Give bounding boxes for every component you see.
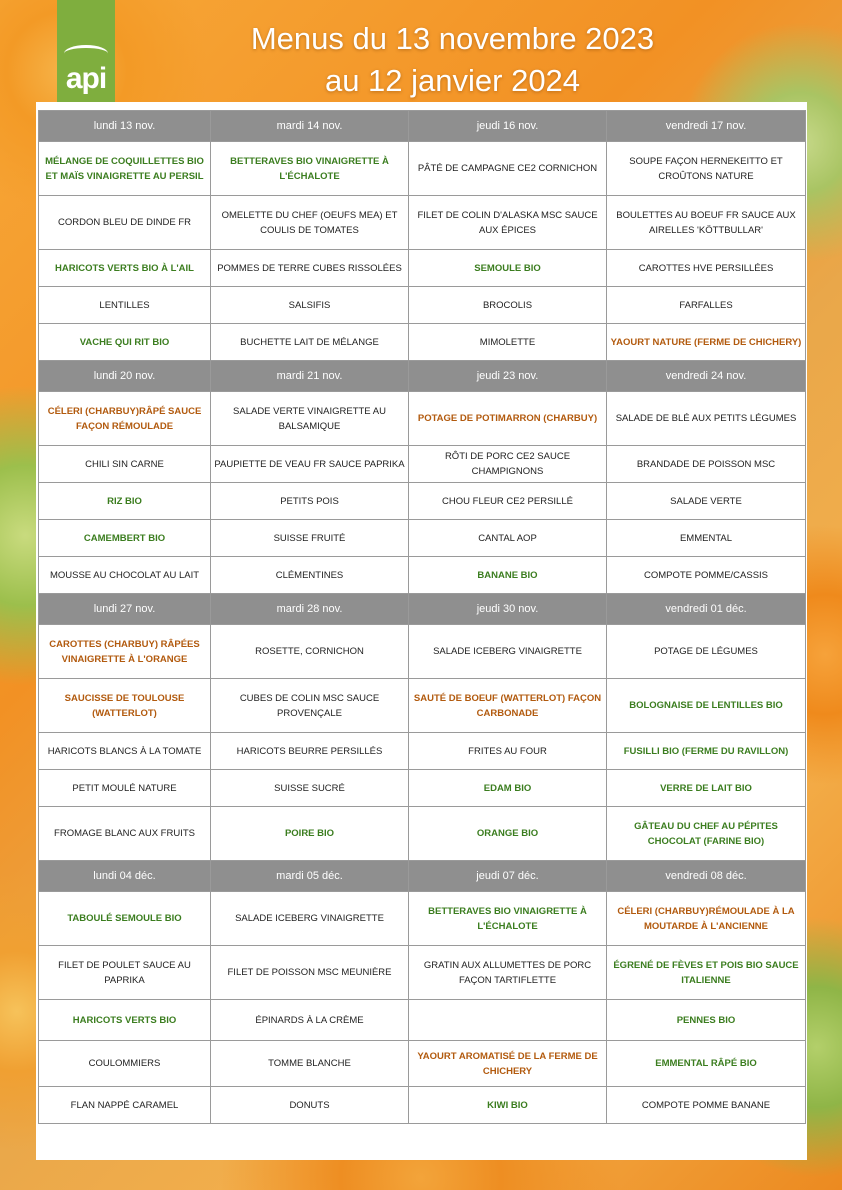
dish-cell: POTAGE DE LÉGUMES bbox=[607, 625, 806, 679]
dish-cell: CAROTTES (CHARBUY) RÂPÉES VINAIGRETTE À L'ORANGE bbox=[39, 625, 211, 679]
dish-cell: ÉPINARDS À LA CRÈME bbox=[211, 1000, 409, 1041]
menu-row bbox=[39, 287, 806, 324]
dish-cell: FILET DE POULET SAUCE AU PAPRIKA bbox=[39, 946, 211, 1000]
dish-cell: COMPOTE POMME/CASSIS bbox=[607, 557, 806, 594]
dish-cell: HARICOTS BEURRE PERSILLÉS bbox=[211, 733, 409, 770]
dish-cell: SAUTÉ DE BOEUF (WATTERLOT) FAÇON CARBONADE bbox=[409, 679, 607, 733]
menu-row bbox=[39, 250, 806, 287]
day-header: jeudi 23 nov. bbox=[409, 361, 607, 392]
menu-row bbox=[39, 625, 806, 679]
menu-row bbox=[39, 196, 806, 250]
dish-cell: FRITES AU FOUR bbox=[409, 733, 607, 770]
dish-cell: SALADE DE BLÉ AUX PETITS LÉGUMES bbox=[607, 392, 806, 446]
dish-cell: BETTERAVES BIO VINAIGRETTE À L'ÉCHALOTE bbox=[409, 892, 607, 946]
dish-cell: BROCOLIS bbox=[409, 287, 607, 324]
dish-cell: MIMOLETTE bbox=[409, 324, 607, 361]
dish-cell: CÉLERI (CHARBUY)RÉMOULADE À LA MOUTARDE À L'ANCIENNE bbox=[607, 892, 806, 946]
dish-cell: SOUPE FAÇON HERNEKEITTO ET CROÛTONS NATURE bbox=[607, 142, 806, 196]
dish-cell: ORANGE BIO bbox=[409, 807, 607, 861]
dish-cell: VERRE DE LAIT BIO bbox=[607, 770, 806, 807]
dish-cell: FARFALLES bbox=[607, 287, 806, 324]
dish-cell: ÉGRENÉ DE FÈVES ET POIS BIO SAUCE ITALIENNE bbox=[607, 946, 806, 1000]
week-header-row bbox=[39, 861, 806, 892]
dish-cell: FILET DE COLIN D'ALASKA MSC SAUCE AUX ÉPICES bbox=[409, 196, 607, 250]
day-header: jeudi 07 déc. bbox=[409, 861, 607, 892]
dish-cell: EMMENTAL RÂPÉ BIO bbox=[607, 1041, 806, 1087]
day-header: mardi 05 déc. bbox=[211, 861, 409, 892]
menu-row bbox=[39, 807, 806, 861]
dish-cell: SALADE ICEBERG VINAIGRETTE bbox=[211, 892, 409, 946]
dish-cell: EMMENTAL bbox=[607, 520, 806, 557]
dish-cell: POIRE BIO bbox=[211, 807, 409, 861]
dish-cell: HARICOTS VERTS BIO bbox=[39, 1000, 211, 1041]
api-logo bbox=[57, 0, 115, 108]
dish-cell: HARICOTS BLANCS À LA TOMATE bbox=[39, 733, 211, 770]
dish-cell: CAROTTES HVE PERSILLÉES bbox=[607, 250, 806, 287]
day-header: mardi 14 nov. bbox=[211, 111, 409, 142]
day-header: jeudi 30 nov. bbox=[409, 594, 607, 625]
dish-cell: CORDON BLEU DE DINDE FR bbox=[39, 196, 211, 250]
dish-cell: BUCHETTE LAIT DE MÉLANGE bbox=[211, 324, 409, 361]
dish-cell: TOMME BLANCHE bbox=[211, 1041, 409, 1087]
dish-cell: GÂTEAU DU CHEF AU PÉPITES CHOCOLAT (FARINE BIO) bbox=[607, 807, 806, 861]
dish-cell: HARICOTS VERTS BIO À L'AIL bbox=[39, 250, 211, 287]
dish-cell: FLAN NAPPÉ CARAMEL bbox=[39, 1087, 211, 1124]
day-header: mardi 21 nov. bbox=[211, 361, 409, 392]
dish-cell: FUSILLI BIO (FERME DU RAVILLON) bbox=[607, 733, 806, 770]
dish-cell: SALADE VERTE bbox=[607, 483, 806, 520]
dish-cell: GRATIN AUX ALLUMETTES DE PORC FAÇON TARTIFLETTE bbox=[409, 946, 607, 1000]
menu-row bbox=[39, 770, 806, 807]
menu-row bbox=[39, 733, 806, 770]
menu-row bbox=[39, 142, 806, 196]
dish-cell: OMELETTE DU CHEF (OEUFS MEA) ET COULIS DE TOMATES bbox=[211, 196, 409, 250]
day-header: jeudi 16 nov. bbox=[409, 111, 607, 142]
dish-cell: TABOULÉ SEMOULE BIO bbox=[39, 892, 211, 946]
day-header: vendredi 08 déc. bbox=[607, 861, 806, 892]
day-header: lundi 20 nov. bbox=[39, 361, 211, 392]
dish-cell: BOLOGNAISE DE LENTILLES BIO bbox=[607, 679, 806, 733]
dish-cell: BOULETTES AU BOEUF FR SAUCE AUX AIRELLES 'KÖTTBULLAR' bbox=[607, 196, 806, 250]
dish-cell: MÉLANGE DE COQUILLETTES BIO ET MAÏS VINAIGRETTE AU PERSIL bbox=[39, 142, 211, 196]
logo-text: api bbox=[65, 62, 107, 95]
page-title bbox=[180, 18, 725, 102]
dish-cell: PETITS POIS bbox=[211, 483, 409, 520]
menu-row bbox=[39, 946, 806, 1000]
logo-swoosh-icon bbox=[64, 45, 108, 62]
day-header: vendredi 17 nov. bbox=[607, 111, 806, 142]
dish-cell: SUISSE SUCRÉ bbox=[211, 770, 409, 807]
dish-cell: SUISSE FRUITÉ bbox=[211, 520, 409, 557]
dish-cell: ROSETTE, CORNICHON bbox=[211, 625, 409, 679]
menu-row bbox=[39, 1087, 806, 1124]
dish-cell: SALSIFIS bbox=[211, 287, 409, 324]
dish-cell: POMMES DE TERRE CUBES RISSOLÉES bbox=[211, 250, 409, 287]
day-header: mardi 28 nov. bbox=[211, 594, 409, 625]
dish-cell: POTAGE DE POTIMARRON (CHARBUY) bbox=[409, 392, 607, 446]
dish-cell: COMPOTE POMME BANANE bbox=[607, 1087, 806, 1124]
title-line-1: Menus du 13 novembre 2023 bbox=[250, 21, 655, 56]
menu-row bbox=[39, 520, 806, 557]
dish-cell: VACHE QUI RIT BIO bbox=[39, 324, 211, 361]
dish-cell: SAUCISSE DE TOULOUSE (WATTERLOT) bbox=[39, 679, 211, 733]
dish-cell: SEMOULE BIO bbox=[409, 250, 607, 287]
dish-cell: YAOURT AROMATISÉ DE LA FERME DE CHICHERY bbox=[409, 1041, 607, 1087]
dish-cell: CAMEMBERT BIO bbox=[39, 520, 211, 557]
dish-cell: COULOMMIERS bbox=[39, 1041, 211, 1087]
menu-row bbox=[39, 483, 806, 520]
day-header: vendredi 24 nov. bbox=[607, 361, 806, 392]
day-header: lundi 13 nov. bbox=[39, 111, 211, 142]
dish-cell: BANANE BIO bbox=[409, 557, 607, 594]
dish-cell: DONUTS bbox=[211, 1087, 409, 1124]
dish-cell: YAOURT NATURE (FERME DE CHICHERY) bbox=[607, 324, 806, 361]
dish-cell: SALADE VERTE VINAIGRETTE AU BALSAMIQUE bbox=[211, 392, 409, 446]
dish-cell: PETIT MOULÉ NATURE bbox=[39, 770, 211, 807]
menu-row bbox=[39, 892, 806, 946]
dish-cell: EDAM BIO bbox=[409, 770, 607, 807]
menu-row bbox=[39, 1041, 806, 1087]
day-header: lundi 04 déc. bbox=[39, 861, 211, 892]
menu-row bbox=[39, 446, 806, 483]
week-header-row bbox=[39, 594, 806, 625]
dish-cell: KIWI BIO bbox=[409, 1087, 607, 1124]
dish-cell: SALADE ICEBERG VINAIGRETTE bbox=[409, 625, 607, 679]
dish-cell: CLÉMENTINES bbox=[211, 557, 409, 594]
day-header: vendredi 01 déc. bbox=[607, 594, 806, 625]
dish-cell: PÂTÉ DE CAMPAGNE CE2 CORNICHON bbox=[409, 142, 607, 196]
dish-cell: LENTILLES bbox=[39, 287, 211, 324]
week-header-row bbox=[39, 361, 806, 392]
dish-cell: BETTERAVES BIO VINAIGRETTE À L'ÉCHALOTE bbox=[211, 142, 409, 196]
menu-row bbox=[39, 392, 806, 446]
dish-cell bbox=[409, 1000, 607, 1041]
dish-cell: FROMAGE BLANC AUX FRUITS bbox=[39, 807, 211, 861]
menu-row bbox=[39, 324, 806, 361]
menu-row bbox=[39, 679, 806, 733]
dish-cell: CHOU FLEUR CE2 PERSILLÉ bbox=[409, 483, 607, 520]
dish-cell: RIZ BIO bbox=[39, 483, 211, 520]
dish-cell: FILET DE POISSON MSC MEUNIÈRE bbox=[211, 946, 409, 1000]
week-header-row bbox=[39, 111, 806, 142]
dish-cell: PENNES BIO bbox=[607, 1000, 806, 1041]
dish-cell: BRANDADE DE POISSON MSC bbox=[607, 446, 806, 483]
dish-cell: MOUSSE AU CHOCOLAT AU LAIT bbox=[39, 557, 211, 594]
dish-cell: CÉLERI (CHARBUY)RÂPÉ SAUCE FAÇON RÉMOULADE bbox=[39, 392, 211, 446]
menu-row bbox=[39, 557, 806, 594]
menu-row bbox=[39, 1000, 806, 1041]
title-line-2: au 12 janvier 2024 bbox=[324, 63, 581, 98]
menu-table bbox=[38, 110, 806, 1124]
dish-cell: PAUPIETTE DE VEAU FR SAUCE PAPRIKA bbox=[211, 446, 409, 483]
day-header: lundi 27 nov. bbox=[39, 594, 211, 625]
dish-cell: RÔTI DE PORC CE2 SAUCE CHAMPIGNONS bbox=[409, 446, 607, 483]
dish-cell: CANTAL AOP bbox=[409, 520, 607, 557]
dish-cell: CUBES DE COLIN MSC SAUCE PROVENÇALE bbox=[211, 679, 409, 733]
dish-cell: CHILI SIN CARNE bbox=[39, 446, 211, 483]
